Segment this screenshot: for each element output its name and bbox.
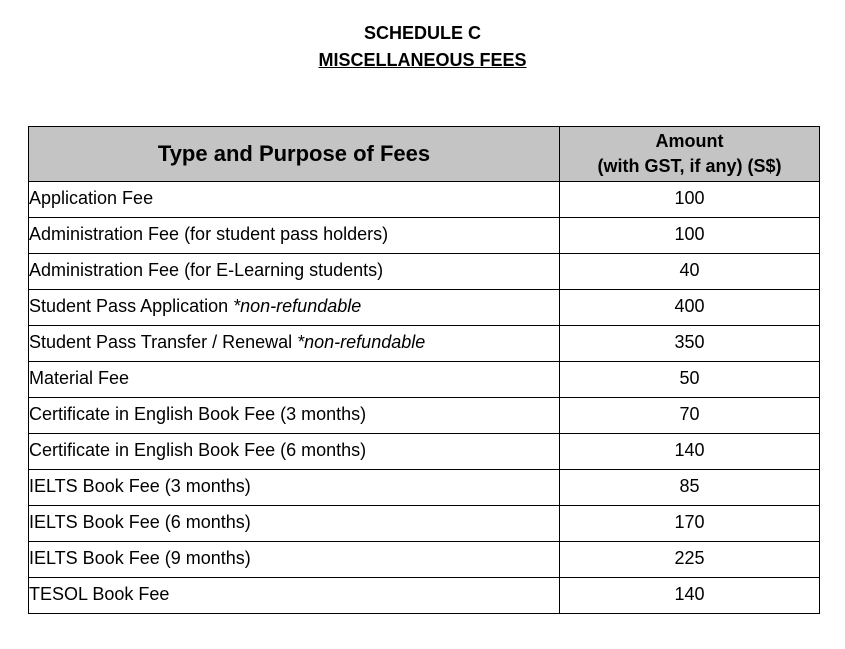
fee-amount-cell: 350 (560, 326, 820, 362)
table-row (29, 542, 820, 578)
table-row (29, 254, 820, 290)
fee-type-label: Application Fee (29, 188, 154, 208)
fee-type-label: Administration Fee (for E-Learning students) (29, 260, 384, 280)
table-row (29, 218, 820, 254)
fee-amount-cell: 170 (560, 506, 820, 542)
column-header-type: Type and Purpose of Fees (29, 127, 560, 182)
column-header-amount-line1: Amount (655, 131, 724, 151)
table-row (29, 398, 820, 434)
fees-table-header (29, 127, 820, 182)
fee-type-cell (29, 218, 560, 254)
fee-amount-cell: 70 (560, 398, 820, 434)
table-row (29, 182, 820, 218)
header-row (29, 127, 820, 182)
table-row (29, 434, 820, 470)
table-row (29, 578, 820, 614)
fee-type-label: Certificate in English Book Fee (3 months) (29, 404, 367, 424)
fee-amount-cell: 100 (560, 182, 820, 218)
table-row (29, 506, 820, 542)
column-header-amount-line2: (with GST, if any) (S$) (597, 156, 782, 176)
fee-amount-cell: 100 (560, 218, 820, 254)
fee-amount-cell: 40 (560, 254, 820, 290)
fees-table (28, 126, 820, 614)
fee-type-label: IELTS Book Fee (3 months) (29, 476, 251, 496)
schedule-title: SCHEDULE C (363, 23, 481, 43)
page-subtitle: MISCELLANEOUS FEES (318, 50, 527, 70)
fee-type-label: IELTS Book Fee (9 months) (29, 548, 251, 568)
fee-type-cell (29, 254, 560, 290)
table-row (29, 362, 820, 398)
fee-type-cell (29, 326, 560, 362)
fee-type-label: Student Pass Application (29, 296, 234, 316)
fee-type-cell (29, 470, 560, 506)
table-row (29, 326, 820, 362)
fee-amount-cell: 225 (560, 542, 820, 578)
fee-type-cell (29, 578, 560, 614)
fee-type-cell (29, 182, 560, 218)
fee-note: *non-refundable (297, 332, 426, 352)
fee-type-label: IELTS Book Fee (6 months) (29, 512, 251, 532)
fee-type-label: TESOL Book Fee (29, 584, 170, 604)
fee-amount-cell: 140 (560, 578, 820, 614)
fee-type-cell (29, 506, 560, 542)
fee-amount-cell: 50 (560, 362, 820, 398)
column-header-amount (560, 127, 820, 182)
fee-type-label: Material Fee (29, 368, 130, 388)
table-row (29, 470, 820, 506)
fee-amount-cell: 85 (560, 470, 820, 506)
fee-type-cell (29, 290, 560, 326)
fee-type-cell (29, 398, 560, 434)
fee-type-label: Administration Fee (for student pass holders) (29, 224, 389, 244)
table-row (29, 290, 820, 326)
fee-type-label: Student Pass Transfer / Renewal (29, 332, 298, 352)
fee-type-cell (29, 434, 560, 470)
fee-type-cell (29, 542, 560, 578)
fee-type-label: Certificate in English Book Fee (6 months) (29, 440, 367, 460)
fee-amount-cell: 400 (560, 290, 820, 326)
fees-table-body (29, 182, 820, 614)
fee-type-cell (29, 362, 560, 398)
fee-amount-cell: 140 (560, 434, 820, 470)
fee-note: *non-refundable (233, 296, 362, 316)
